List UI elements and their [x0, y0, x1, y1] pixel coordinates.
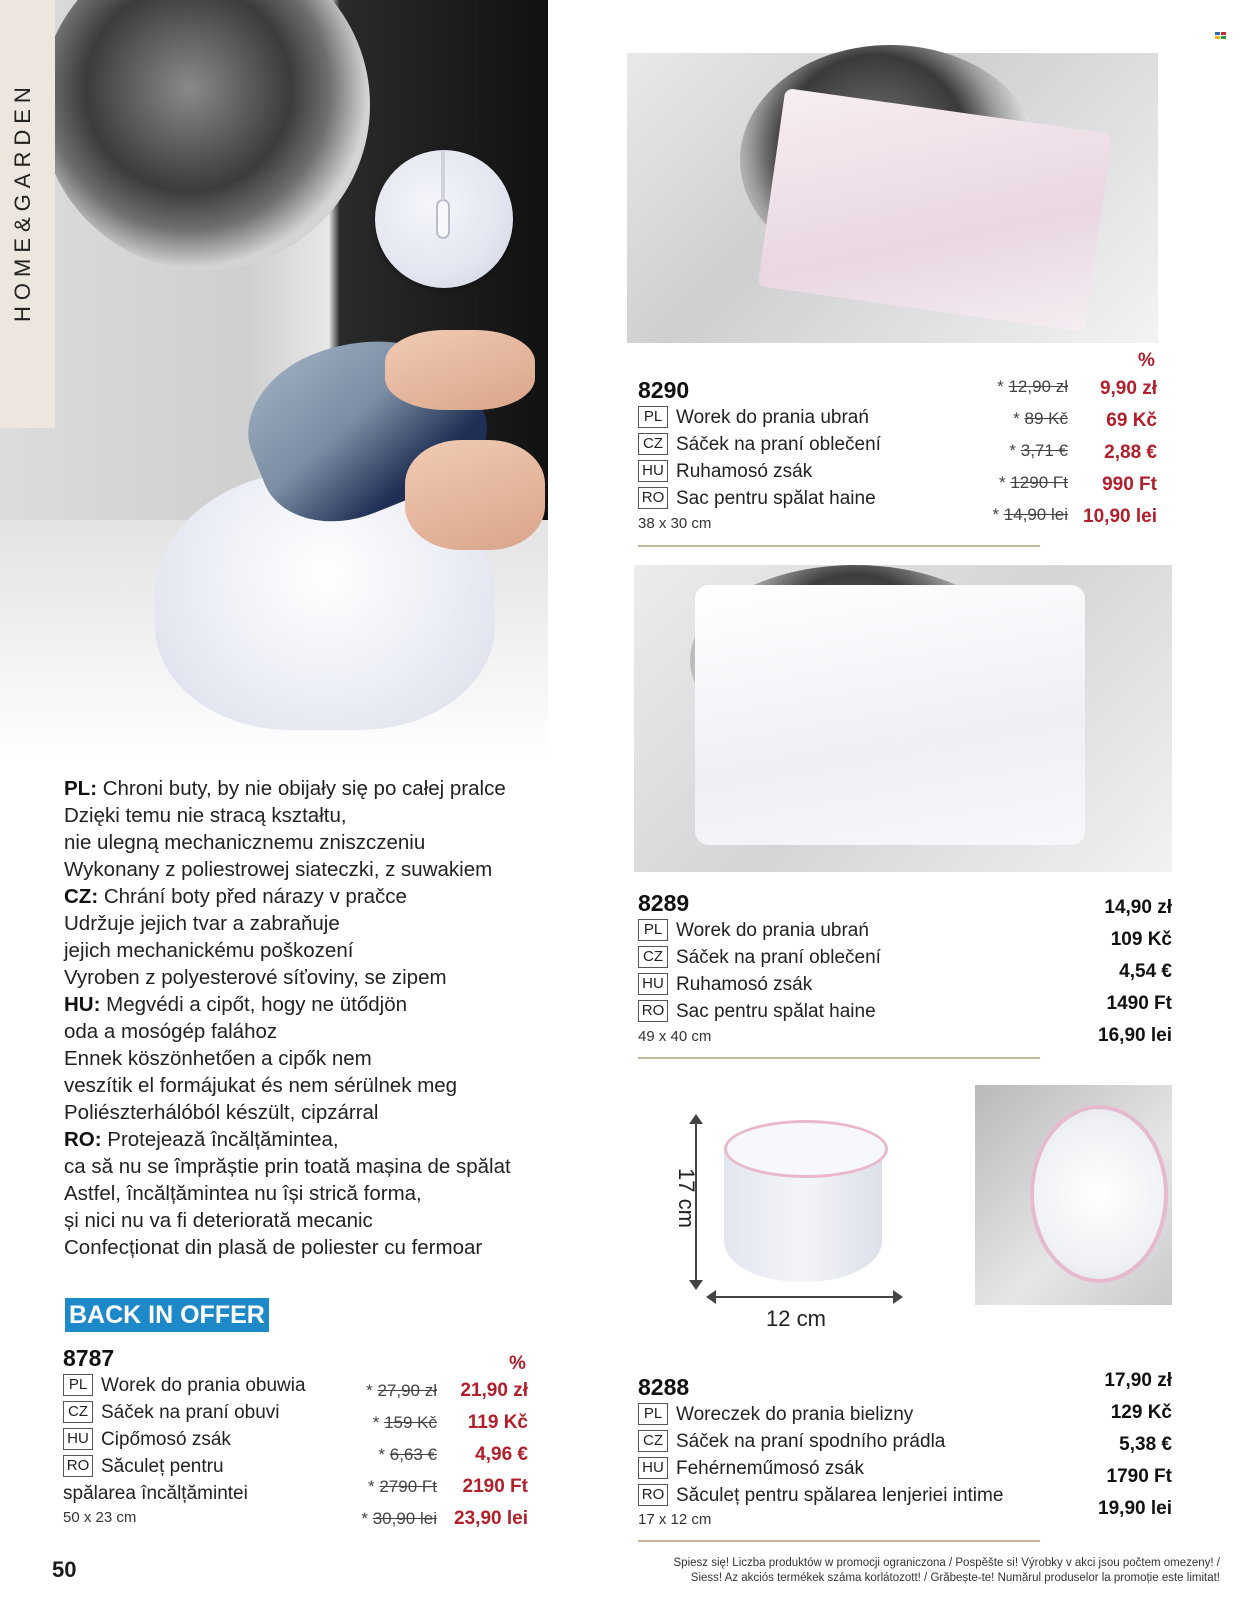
old-price-czk: * 89 Kč [1013, 409, 1068, 428]
divider [638, 1057, 1040, 1059]
lang-tag: PL [63, 1374, 93, 1396]
desc-line: ca să nu se împrăștie prin toată mașina de spălat [64, 1155, 511, 1178]
product-code-8289: 8289 [638, 890, 690, 916]
desc-line: veszítik el formájukat és nem sérülnek meg [64, 1074, 458, 1097]
product-name-cz: CZ Sáček na praní spodního prádla [638, 1429, 945, 1455]
arrow-down-icon [689, 1280, 703, 1290]
old-price-czk: * 159 Kč [372, 1413, 437, 1432]
desc-line: jejich mechanickému poškození [64, 939, 354, 962]
section-label: HOME&GARDEN [10, 81, 35, 322]
product-code-8288: 8288 [638, 1374, 690, 1400]
lang-tag: RO [638, 1000, 668, 1022]
lang-tag: CZ [638, 433, 668, 455]
product-name-ro: RO Sac pentru spălat haine [638, 486, 876, 512]
price-czk: 109 Kč [1110, 929, 1172, 950]
new-price-eur: 2,88 € [1104, 442, 1157, 463]
desc-line: Astfel, încălțămintea nu își strică forma, [64, 1182, 422, 1205]
page-number: 50 [52, 1557, 77, 1582]
divider [638, 1540, 1040, 1542]
product-name-hu: HU Cipőmosó zsák [63, 1427, 231, 1453]
product-name-hu: HU Ruhamosó zsák [638, 459, 812, 485]
desc-line: Dzięki temu nie stracą kształtu, [64, 804, 347, 827]
lang-tag: RO [638, 1484, 668, 1506]
cylinder-bag-lid [724, 1120, 888, 1178]
new-price-huf: 2190 Ft [462, 1476, 528, 1497]
new-price-eur: 4,96 € [475, 1444, 528, 1465]
divider [638, 545, 1040, 547]
disclaimer-line: Spiesz się! Liczba produktów w promocji ograniczona / Pospěšte si! Výrobky v akci jsou počtem omezeny! / [673, 1557, 1220, 1569]
product-name-cz: CZ Sáček na praní oblečení [638, 432, 881, 458]
lang-tag: PL [638, 406, 668, 428]
old-price-eur: * 6,63 € [378, 1445, 437, 1464]
price-eur: 4,54 € [1119, 961, 1172, 982]
lang-tag: PL [638, 919, 668, 941]
price-czk: 129 Kč [1110, 1402, 1172, 1423]
lang-tag: CZ [638, 946, 668, 968]
price-eur: 5,38 € [1119, 1434, 1172, 1455]
old-price-huf: * 1290 Ft [999, 473, 1068, 492]
width-label: 12 cm [766, 1306, 826, 1331]
price-huf: 1490 Ft [1106, 993, 1172, 1014]
arrow-up-icon [689, 1114, 703, 1124]
arrow-left-icon [706, 1290, 716, 1304]
price-pln: 14,90 zł [1104, 897, 1172, 918]
price-huf: 1790 Ft [1106, 1466, 1172, 1487]
old-price-ron: * 30,90 lei [361, 1509, 437, 1528]
desc-line: Udržuje jejich tvar a zabraňuje [64, 912, 340, 935]
product-name-hu: HU Fehérneműmosó zsák [638, 1456, 864, 1482]
height-label: 17 cm [673, 1168, 699, 1228]
arrow-right-icon [893, 1290, 903, 1304]
lang-tag: HU [63, 1428, 93, 1450]
old-price-eur: * 3,71 € [1009, 441, 1068, 460]
desc-line: nie ulegną mechanicznemu zniszczeniu [64, 831, 426, 854]
lang-tag: CZ [63, 1401, 93, 1423]
discount-percent-icon: % [509, 1353, 526, 1374]
product-name-pl: PL Worek do prania obuwia [63, 1373, 306, 1399]
desc-line: RO: Protejează încălțămintea, [64, 1128, 339, 1151]
hand-image [405, 440, 545, 550]
product-description [64, 775, 544, 1261]
brand-logo-icon [1215, 32, 1227, 40]
back-in-offer-badge: BACK IN OFFER [65, 1298, 269, 1332]
product-name-ro: RO Săculeț pentru spălarea lenjeriei intime [638, 1483, 1003, 1509]
lang-tag: CZ [638, 1430, 668, 1452]
product-size: 38 x 30 cm [638, 515, 712, 532]
product-name-cz: CZ Sáček na praní oblečení [638, 945, 881, 971]
new-price-pln: 21,90 zł [460, 1380, 528, 1401]
product-name-hu: HU Ruhamosó zsák [638, 972, 812, 998]
promo-disclaimer [650, 1556, 1220, 1586]
product-code-8290: 8290 [638, 377, 690, 403]
old-price-pln: * 27,90 zł [366, 1381, 437, 1400]
product-name-pl: PL Woreczek do prania bielizny [638, 1402, 913, 1428]
lang-tag: HU [638, 973, 668, 995]
new-price-ron: 10,90 lei [1083, 506, 1157, 527]
product-code-8787: 8787 [63, 1345, 115, 1371]
product-name-ro-cont: spălarea încălțămintei [63, 1483, 248, 1504]
white-bag-image [695, 585, 1085, 845]
price-ron: 19,90 lei [1098, 1498, 1172, 1519]
lang-tag: PL [638, 1403, 668, 1425]
desc-line: oda a mosógép falához [64, 1020, 278, 1043]
new-price-czk: 119 Kč [467, 1412, 528, 1433]
lang-tag: HU [638, 460, 668, 482]
desc-line: și nici nu va fi deteriorată mecanic [64, 1209, 373, 1232]
desc-line: Ennek köszönhetően a cipők nem [64, 1047, 372, 1070]
zipper-icon [375, 150, 513, 288]
product-size: 17 x 12 cm [638, 1511, 712, 1528]
product-name-pl: PL Worek do prania ubrań [638, 918, 869, 944]
desc-line: PL: Chroni buty, by nie obijały się po całej pralce [64, 777, 506, 800]
lang-tag: HU [638, 1457, 668, 1479]
lang-tag: RO [638, 487, 668, 509]
price-ron: 16,90 lei [1098, 1025, 1172, 1046]
product-size: 49 x 40 cm [638, 1028, 712, 1045]
old-price-huf: * 2790 Ft [368, 1477, 437, 1496]
product-name-ro: RO Săculeț pentru [63, 1454, 224, 1480]
product-name-ro: RO Sac pentru spălat haine [638, 999, 876, 1025]
lang-tag: RO [63, 1455, 93, 1477]
desc-line: Poliészterhálóból készült, cipzárral [64, 1101, 379, 1124]
product-name-cz: CZ Sáček na praní obuvi [63, 1400, 280, 1426]
desc-line: Vyroben z polyesterové síťoviny, se zipem [64, 966, 447, 989]
mesh-zoom-detail [375, 150, 513, 288]
price-pln: 17,90 zł [1104, 1370, 1172, 1391]
desc-line: HU: Megvédi a cipőt, hogy ne ütődjön [64, 993, 408, 1016]
old-price-ron: * 14,90 lei [992, 505, 1068, 524]
old-price-pln: * 12,90 zł [997, 377, 1068, 396]
new-price-pln: 9,90 zł [1099, 378, 1157, 399]
product-name-pl: PL Worek do prania ubrań [638, 405, 869, 431]
product-size: 50 x 23 cm [63, 1509, 137, 1526]
discount-percent-icon: % [1138, 350, 1155, 371]
new-price-ron: 23,90 lei [454, 1508, 528, 1529]
new-price-huf: 990 Ft [1102, 474, 1157, 495]
disclaimer-line: Siess! Az akciós termékek száma korlátozott! / Grăbește-te! Numărul produselor la promoție este limitat! [690, 1572, 1220, 1584]
lingerie-bag-image [1030, 1105, 1168, 1283]
width-arrow [712, 1296, 895, 1298]
hand-image [385, 330, 535, 410]
desc-line: Confecționat din plasă de poliester cu fermoar [64, 1236, 483, 1259]
new-price-czk: 69 Kč [1106, 410, 1157, 431]
desc-line: CZ: Chrání boty před nárazy v pračce [64, 885, 407, 908]
desc-line: Wykonany z poliestrowej siateczki, z suwakiem [64, 858, 493, 881]
